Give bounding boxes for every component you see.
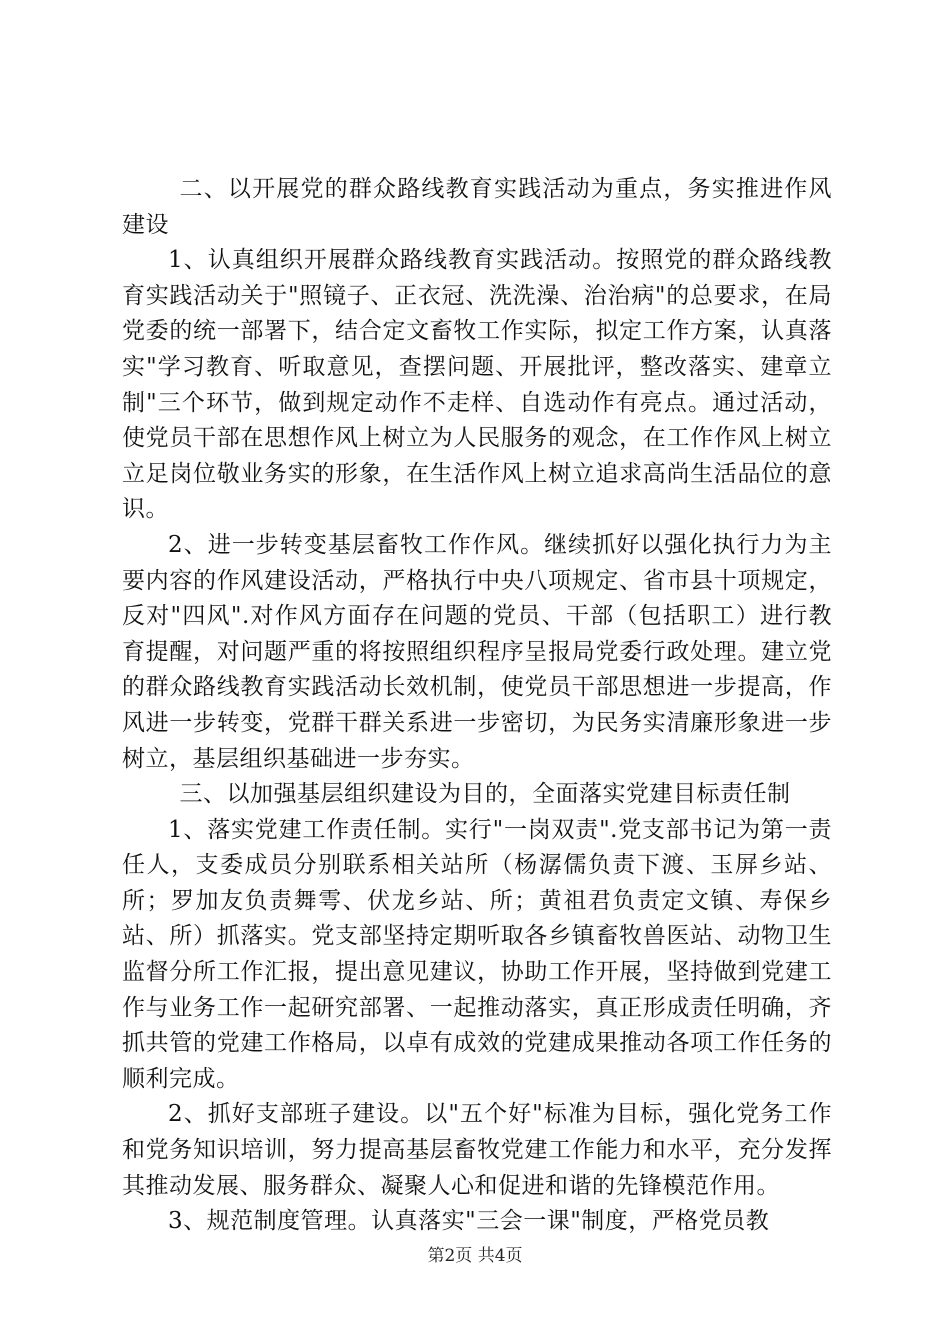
section-heading-2: 二、以开展党的群众路线教育实践活动为重点，务实推进作风建设	[122, 176, 832, 238]
page-footer: 第2页 共4页	[427, 1246, 523, 1266]
document-body	[122, 172, 832, 1240]
section-heading-3: 三、以加强基层组织建设为目的，全面落实党建目标责任制	[179, 781, 791, 808]
paragraph-2-1: 1、认真组织开展群众路线教育实践活动。按照党的群众路线教育实践活动关于"照镜子、正衣冠、洗洗澡、治治病"的总要求，在局党委的统一部署下，结合定文畜牧工作实际，拟定工作方案，认真落实"学习教育、听取意见，查摆问题、开展批评，整改落实、建章立制"三个环节，做到规定动作不走样、自选动作有亮点。通过活动，使党员干部在思想作风上树立为人民服务的观念，在工作作风上树立立足岗位敬业务实的形象，在生活作风上树立追求高尚生活品位的意识。	[122, 247, 832, 523]
paragraph-3-2: 2、抓好支部班子建设。以"五个好"标准为目标，强化党务工作和党务知识培训，努力提高基层畜牧党建工作能力和水平，充分发挥其推动发展、服务群众、凝聚人心和促进和谐的先锋模范作用。	[122, 1101, 832, 1199]
paragraph-3-1: 1、落实党建工作责任制。实行"一岗双责".党支部书记为第一责任人，支委成员分别联系相关站所（杨潺儒负责下渡、玉屏乡站、所；罗加友负责舞雩、伏龙乡站、所；黄祖君负责定文镇、寿保乡站、所）抓落实。党支部坚持定期听取各乡镇畜牧兽医站、动物卫生监督分所工作汇报，提出意见建议，协助工作开展，坚持做到党建工作与业务工作一起研究部署、一起推动落实，真正形成责任明确，齐抓共管的党建工作格局，以卓有成效的党建成果推动各项工作任务的顺利完成。	[122, 816, 832, 1092]
paragraph-3-3: 3、规范制度管理。认真落实"三会一课"制度，严格党员教	[168, 1208, 770, 1235]
paragraph-2-2: 2、进一步转变基层畜牧工作作风。继续抓好以强化执行力为主要内容的作风建设活动，严格执行中央八项规定、省市县十项规定，反对"四风".对作风方面存在问题的党员、干部（包括职工）进行教育提醒，对问题严重的将按照组织程序呈报局党委行政处理。建立党的群众路线教育实践活动长效机制，使党员干部思想进一步提高，作风进一步转变，党群干群关系进一步密切，为民务实清廉形象进一步树立，基层组织基础进一步夯实。	[122, 531, 832, 772]
